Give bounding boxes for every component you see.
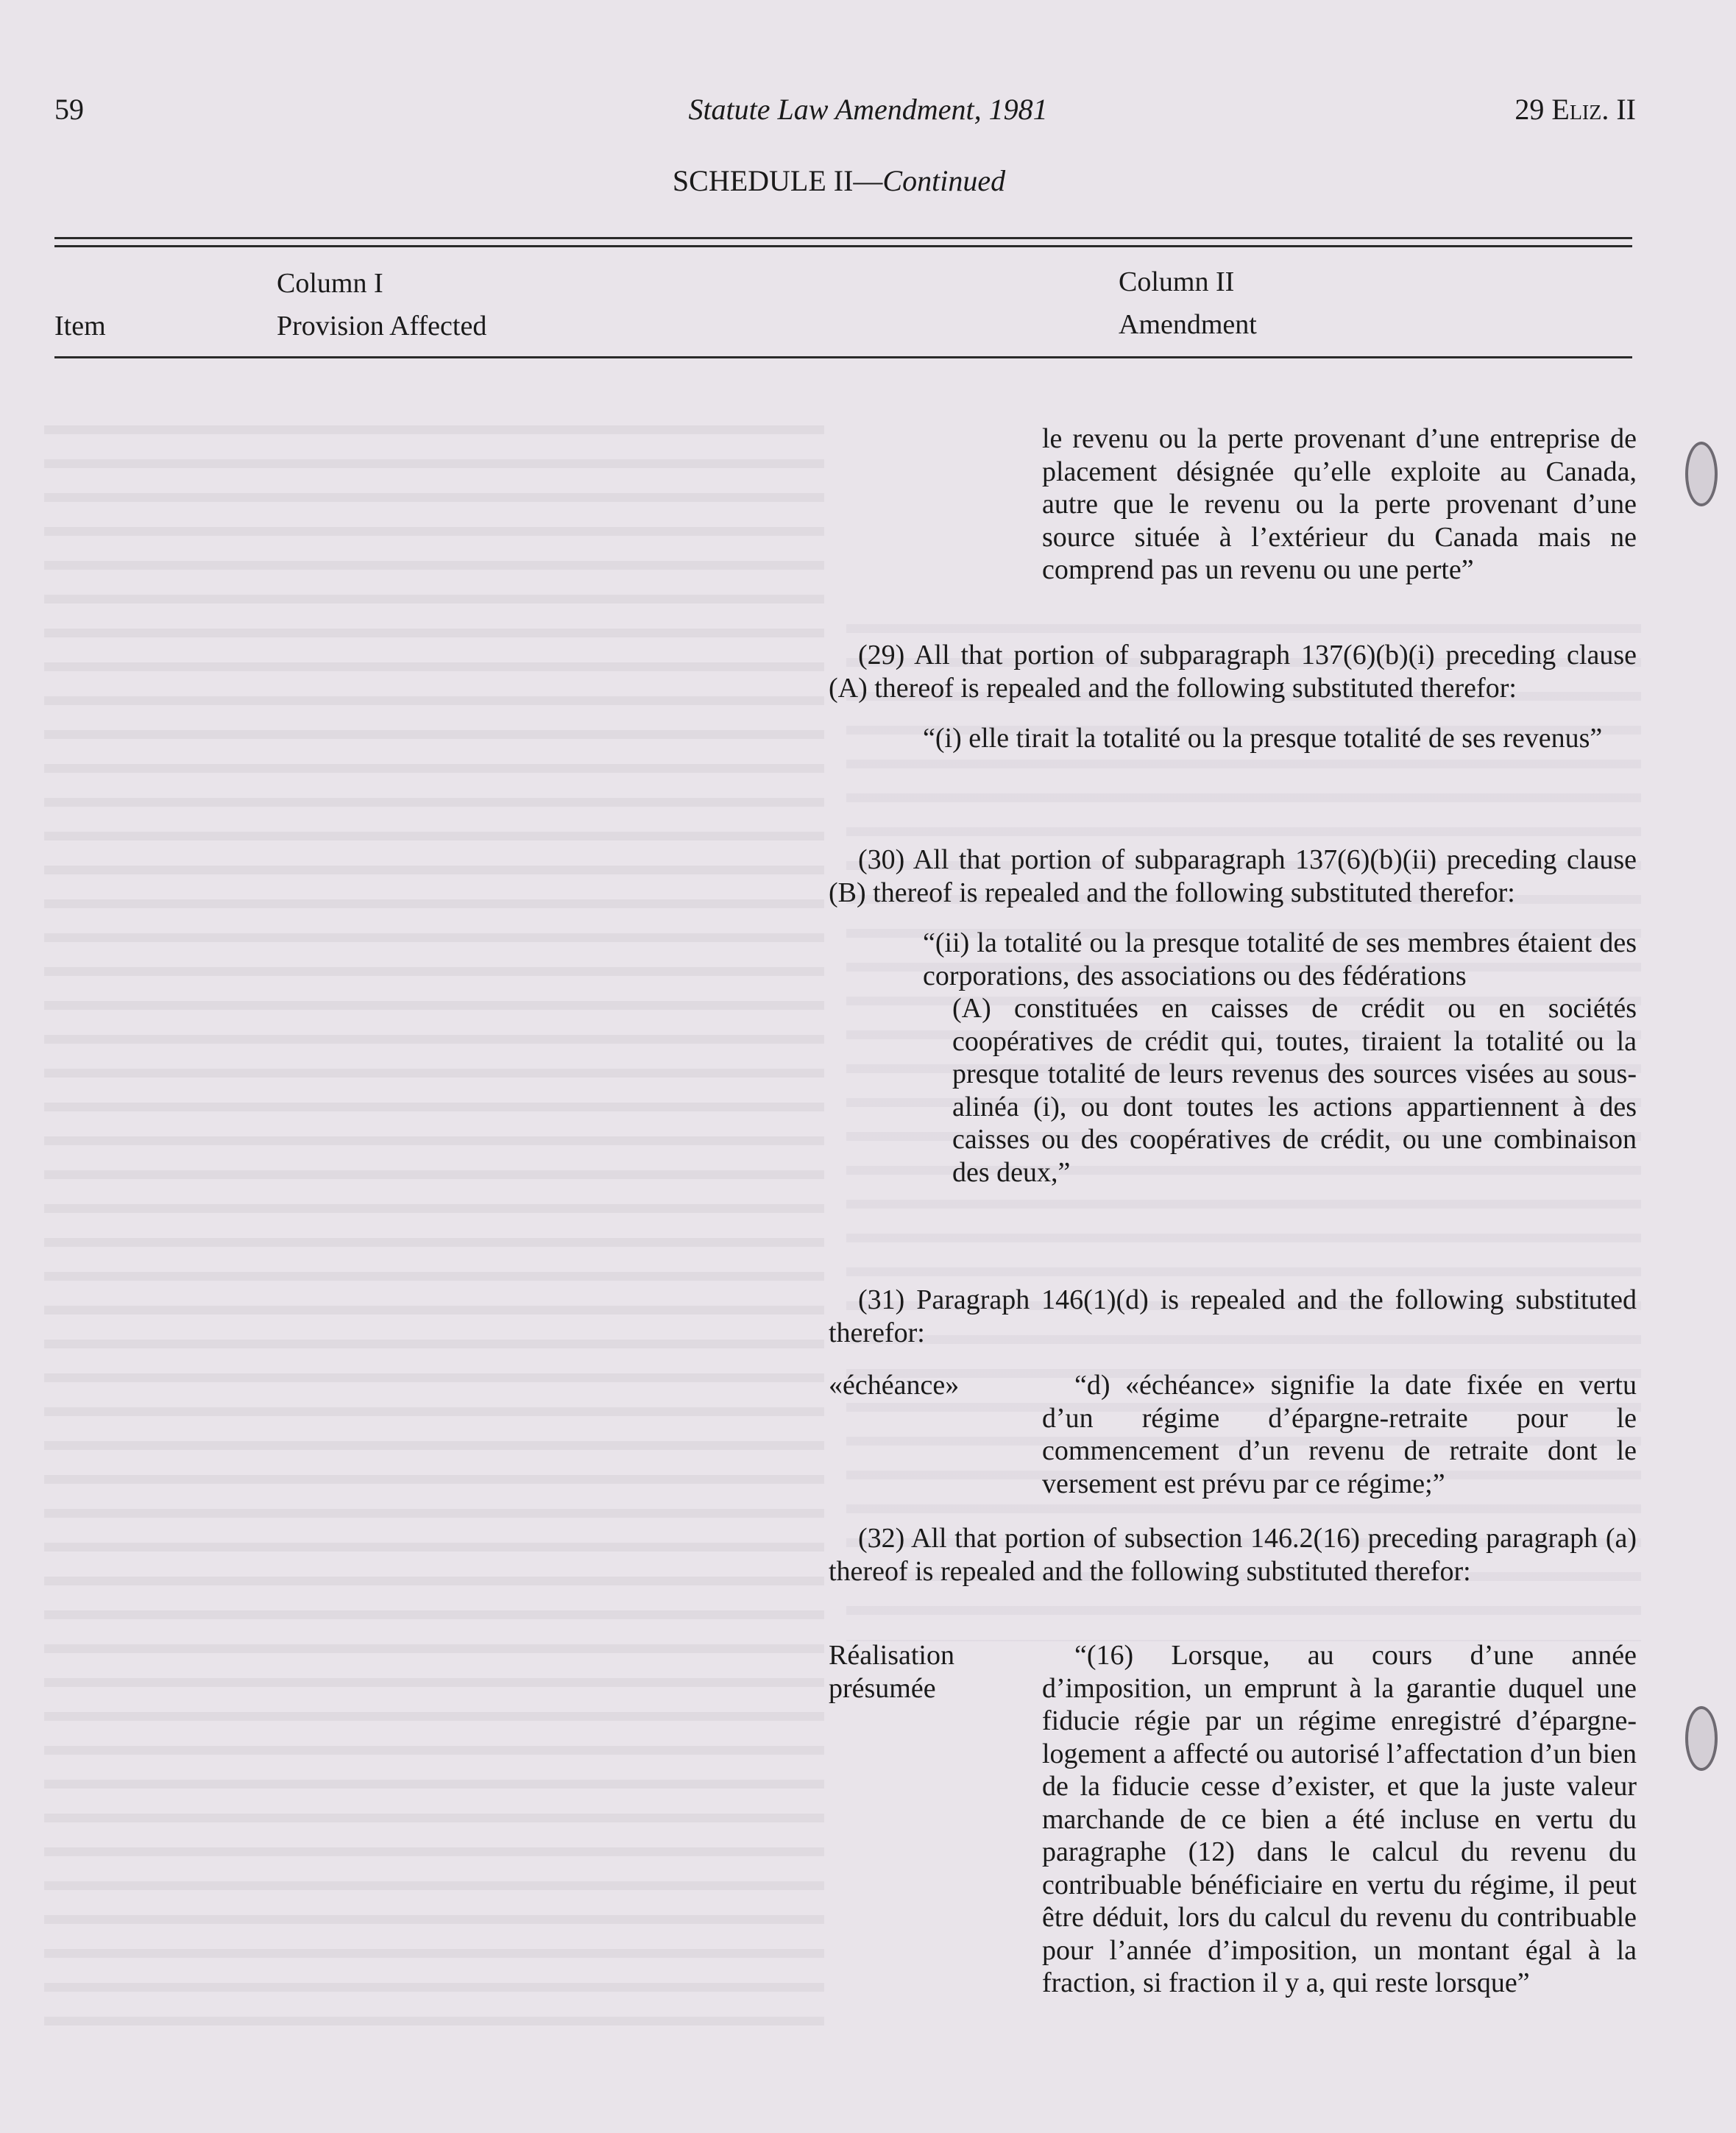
amendment-30-quote: “(ii) la totalité ou la presque totalité de ses membres étaient des corporations, des associations ou des fédérations xyxy=(923,927,1637,991)
column-header-2 xyxy=(1119,261,1257,346)
col1-title: Column I xyxy=(277,268,383,299)
running-title: Statute Law Amendment, 1981 xyxy=(688,93,1048,126)
col1-sub: Provision Affected xyxy=(277,311,487,342)
amendment-31 xyxy=(829,1284,1637,1349)
page-number: 59 xyxy=(54,93,84,126)
amendment-30-clause-a: (A) constituées en caisses de crédit ou en sociétés coopératives de crédit qui, toutes, tiraient la totalité ou la presque totalité de leurs revenus des sources visées au sous-alinéa (i), ou dont toutes les actions appartiennent à des caisses ou des coopératives de crédit, ou une combinaison des deux,” xyxy=(952,993,1637,1188)
schedule-heading xyxy=(0,163,1678,198)
col2-sub: Amendment xyxy=(1119,309,1257,340)
binder-hole-bottom xyxy=(1685,1706,1718,1771)
amendment-29 xyxy=(829,639,1637,755)
continuation-paragraph: le revenu ou la perte provenant d’une entreprise de placement désignée qu’elle exploite au Canada, autre que le revenu ou la perte provenant d’une source située à l’extérieur du Canada mais ne comprend pas un revenu ou une perte” xyxy=(1042,423,1637,585)
schedule-heading-main: SCHEDULE II— xyxy=(672,164,883,197)
amendment-29-quote: “(i) elle tirait la totalité ou la presque totalité de ses revenus” xyxy=(923,723,1603,754)
item-label: Item xyxy=(54,311,106,342)
amendment-30 xyxy=(829,843,1637,1189)
table-header-rule xyxy=(54,356,1632,358)
amendment-32-margin-note: Réalisation présumée xyxy=(829,1640,954,1704)
amendment-30-intro: (30) All that portion of subparagraph 137(6)(b)(ii) preceding clause (B) thereof is repealed and the following substituted therefor: xyxy=(829,844,1637,908)
amendment-32-quote: “(16) Lorsque, au cours d’une année d’imposition, un emprunt à la garantie duquel une fiducie régie par un régime enregistré d’épargne-logement a affecté ou autorisé l’affectation d’un bien de la fiducie cesse d’exister, et que la juste valeur marchande de ce bien a été incluse en vertu du paragraphe (12) dans le calcul du revenu du contribuable bénéficiaire en vertu du régime, il peut être déduit, lors du calcul du revenu du contribuable pour l’année d’imposition, un montant égal à la fraction, si fraction il y a, qui reste lorsque” xyxy=(1042,1640,1637,1998)
table-top-rule xyxy=(54,237,1632,239)
continuation-text xyxy=(1042,422,1637,587)
session-label: 29 Eliz. II xyxy=(1514,93,1636,126)
schedule-heading-continued: Continued xyxy=(882,164,1006,197)
amendment-32 xyxy=(829,1522,1637,1588)
col2-title: Column II xyxy=(1119,266,1235,297)
table-top-rule-2 xyxy=(54,245,1632,247)
amendment-31-margin-note: «échéance» xyxy=(829,1370,960,1401)
binder-hole-top xyxy=(1685,442,1718,506)
amendment-31-quote: “d) «échéance» signifie la date fixée en vertu d’un régime d’épargne-retraite pour le commencement d’un revenu de retraite dont le versement est prévu par ce régime;” xyxy=(1042,1370,1637,1499)
bleed-through-texture xyxy=(44,412,824,2031)
amendment-29-intro: (29) All that portion of subparagraph 137(6)(b)(i) preceding clause (A) thereof is repealed and the following substituted therefor: xyxy=(829,640,1637,704)
amendment-31-intro: (31) Paragraph 146(1)(d) is repealed and the following substituted therefor: xyxy=(829,1284,1637,1348)
column-header-item xyxy=(54,305,106,347)
amendment-32-intro: (32) All that portion of subsection 146.2(16) preceding paragraph (a) thereof is repealed and the following substituted therefor: xyxy=(829,1523,1637,1587)
column-header-1 xyxy=(277,262,486,347)
